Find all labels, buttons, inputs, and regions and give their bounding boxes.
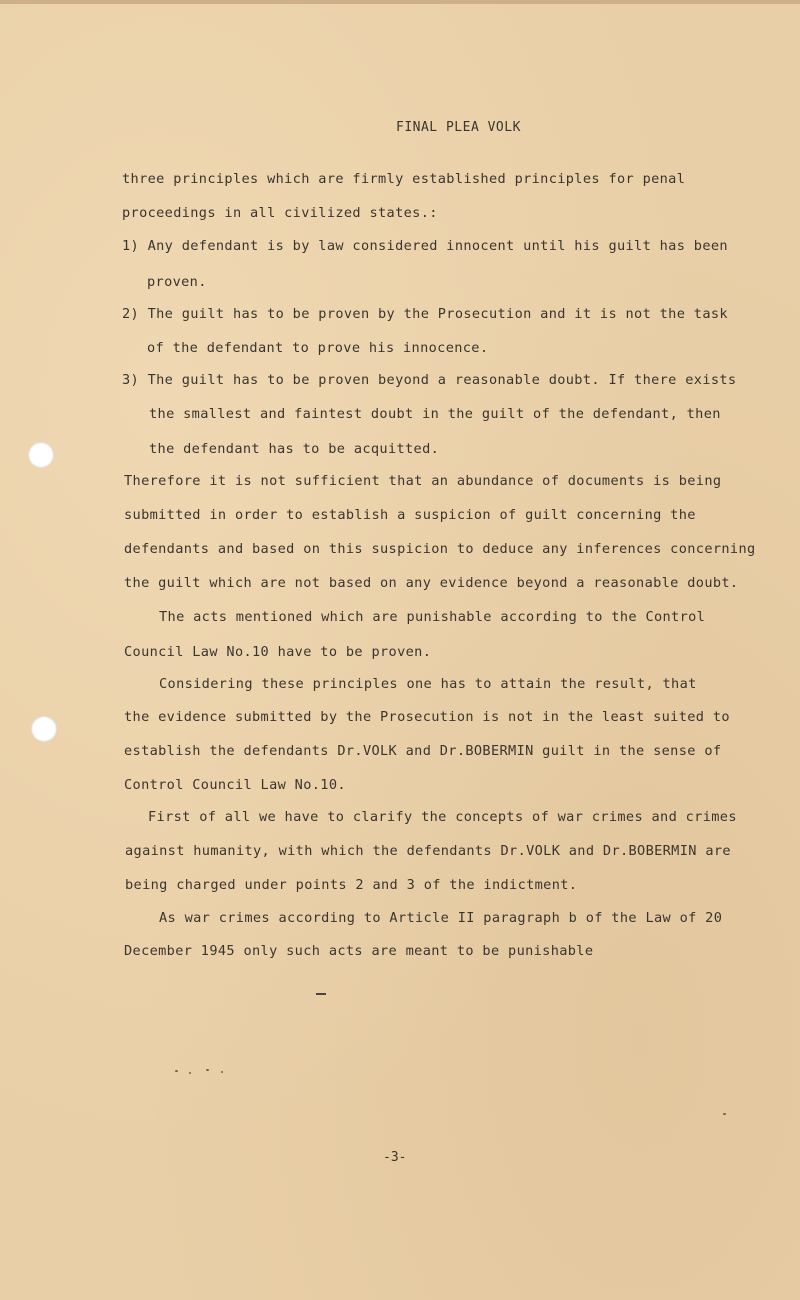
paper-speck (189, 1072, 191, 1074)
text-line: Therefore it is not sufficient that an abundance of documents is being (124, 473, 722, 489)
paper-edge (0, 0, 800, 4)
punch-hole (31, 716, 57, 742)
text-line: proven. (147, 274, 207, 290)
text-line: of the defendant to prove his innocence. (147, 340, 489, 356)
text-line: 3) The guilt has to be proven beyond a reasonable doubt. If there exists (122, 372, 737, 388)
text-line: being charged under points 2 and 3 of the indictment. (125, 877, 578, 893)
text-line: The acts mentioned which are punishable according to the Control (159, 609, 706, 625)
paper-speck (723, 1113, 726, 1115)
paper-speck (175, 1070, 178, 1072)
page-header: FINAL PLEA VOLK (396, 120, 521, 135)
text-line: Considering these principles one has to attain the result, that (159, 676, 697, 692)
text-line: the guilt which are not based on any evidence beyond a reasonable doubt. (124, 575, 739, 591)
text-line: 1) Any defendant is by law considered innocent until his guilt has been (122, 238, 728, 254)
page-number: -3- (383, 1150, 407, 1165)
punch-hole (28, 442, 54, 468)
text-line: December 1945 only such acts are meant to be punishable (124, 943, 594, 959)
text-line: 2) The guilt has to be proven by the Prosecution and it is not the task (122, 306, 728, 322)
paper-speck (206, 1069, 209, 1071)
text-line: defendants and based on this suspicion to deduce any inferences concerning (124, 541, 756, 557)
text-line: Council Law No.10 have to be proven. (124, 644, 432, 660)
stray-mark (316, 993, 326, 995)
text-line: As war crimes according to Article II paragraph b of the Law of 20 (159, 910, 723, 926)
text-line: the evidence submitted by the Prosecution is not in the least suited to (124, 709, 730, 725)
text-line: the smallest and faintest doubt in the guilt of the defendant, then (149, 406, 721, 422)
text-line: establish the defendants Dr.VOLK and Dr.BOBERMIN guilt in the sense of (124, 743, 722, 759)
paper-speck (221, 1071, 223, 1073)
text-line: submitted in order to establish a suspicion of guilt concerning the (124, 507, 696, 523)
text-line: against humanity, with which the defendants Dr.VOLK and Dr.BOBERMIN are (125, 843, 731, 859)
text-line: Control Council Law No.10. (124, 777, 346, 793)
text-line: proceedings in all civilized states.: (122, 205, 438, 221)
text-line: three principles which are firmly established principles for penal (122, 171, 686, 187)
text-line: the defendant has to be acquitted. (149, 441, 440, 457)
text-line: First of all we have to clarify the concepts of war crimes and crimes (148, 809, 737, 825)
